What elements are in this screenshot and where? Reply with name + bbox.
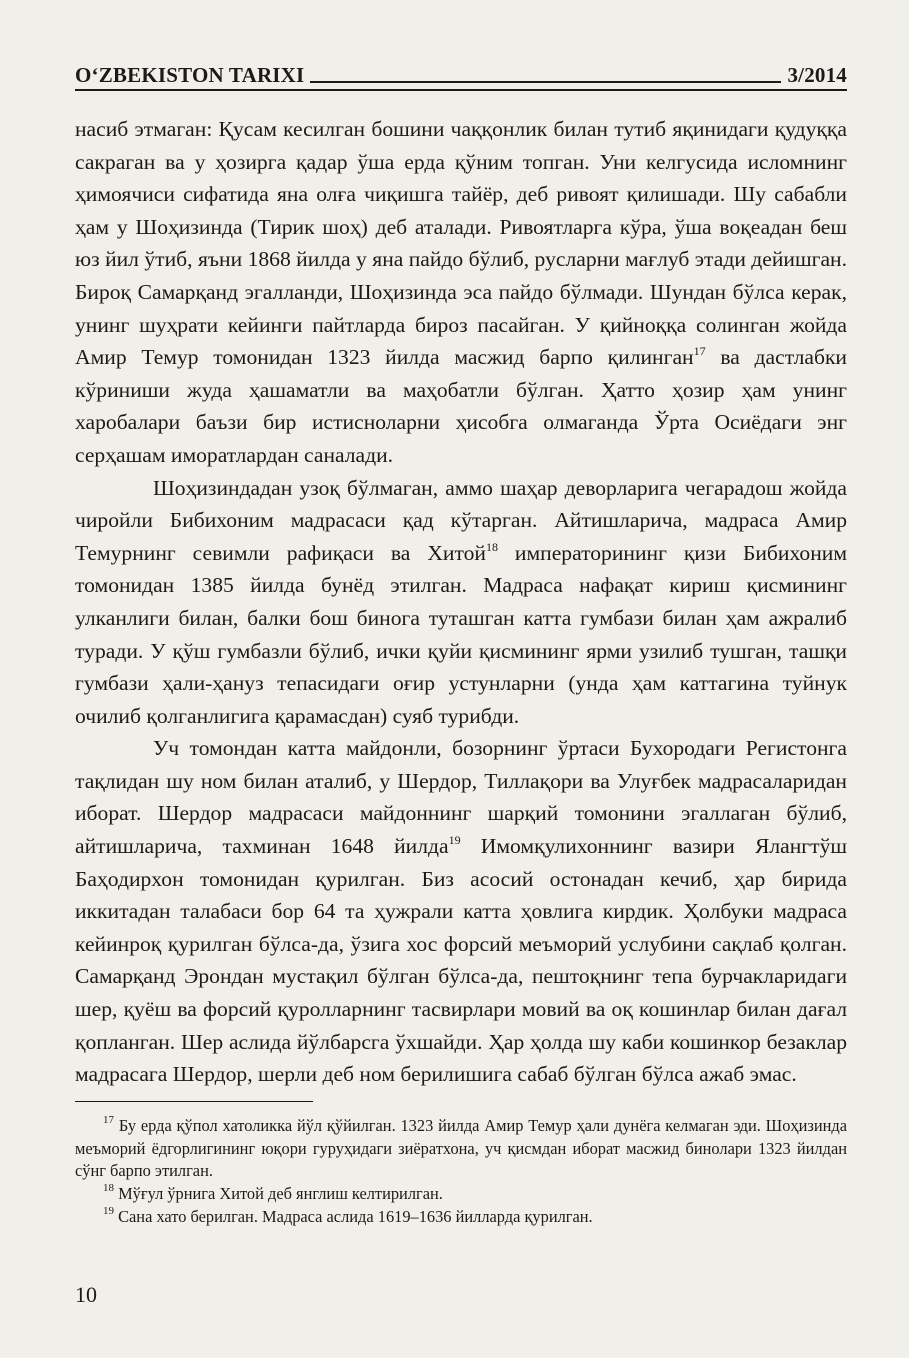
- paragraph-text: императорининг қизи Бибихоним томонидан 1385 йилда бунёд этилган. Мадраса нафақат кириш қисмининг улканлиги билан, балки бош бинога туташган катта гумбази билан ҳам ажралиб туради. У қўш гумбазли бўлиб, ички қуйи қисмининг ярми узилиб тушган, ташқи гумбази ҳали-ҳануз тепасидаги оғир устунларни (унда ҳам каттагина туйнук очилиб қолганлигига қарамасдан) суяб турибди.: [75, 540, 847, 728]
- body-paragraph: [75, 472, 847, 733]
- footnote-text: Мўғул ўрнига Хитой деб янглиш келтирилган.: [114, 1183, 443, 1203]
- footnote-number: 17: [103, 1114, 114, 1127]
- journal-title: O‘ZBEKISTON TARIXI: [75, 63, 305, 87]
- footnote: [75, 1115, 847, 1183]
- page-number: 10: [75, 1282, 97, 1307]
- paragraph-text: насиб этмаган: Қусам кесилган бошини чаққонлик билан тутиб яқинидаги қудуққа сакраган ва у ҳозирга қадар ўша ерда қўним топган. Уни келгусида исломнинг ҳимоячиси сифатида яна олға чиқишга тайёр, деб ривоят қилишади. Шу сабабли ҳам у Шоҳизинда (Тирик шоҳ) деб аталади. Ривоятларга кўра, ўша воқеадан беш юз йил ўтиб, яъни 1868 йилда у яна пайдо бўлиб, русларни мағлуб этади дейишган. Бироқ Самарқанд эгалланди, Шоҳизинда эса пайдо бўлмади. Шундан бўлса керак, унинг шуҳрати кейинги пайтларда бироз пасайган. У қийноққа солинган жойда Амир Темур томонидан 1323 йилда масжид барпо қилинган: [75, 117, 847, 370]
- journal-page: [75, 58, 847, 1228]
- footnote-ref: 17: [693, 343, 706, 358]
- footnote-ref: 18: [485, 539, 498, 554]
- footnote-text: Бу ерда қўпол хатоликка йўл қўйилган. 1323 йилда Амир Темур ҳали дунёга келмаган эди. Шоҳизинда меъморий ёдгорлигининг юқори гуруҳидаги зиёратхона, уч қисмдан иборат масжид бинолари 1323 йилдан сўнг барпо этилган.: [75, 1115, 847, 1181]
- paragraph-text: Шоҳизиндадан узоқ бўлмаган, аммо шаҳар деворларига чегарадош жойда чиройли Бибихоним мадрасаси қад кўтарган. Айтишларича, мадраса Амир Темурнинг севимли рафиқаси ва Хитой: [75, 475, 847, 565]
- article-body: [75, 113, 847, 1091]
- footnote-text: Сана хато берилган. Мадраса аслида 1619–1636 йилларда қурилган.: [114, 1206, 593, 1226]
- header-rule: [310, 81, 781, 83]
- footnotes: [75, 1115, 847, 1229]
- footnote-ref: 19: [448, 832, 461, 847]
- footnote-number: 18: [103, 1182, 114, 1195]
- footnote: [75, 1183, 847, 1206]
- footnote-separator: [75, 1101, 313, 1102]
- header-underline: [75, 89, 847, 91]
- issue-number: 3/2014: [787, 63, 847, 87]
- paragraph-text: Уч томондан катта майдонли, бозорнинг ўртаси Бухородаги Регистонга тақлидан шу ном билан аталиб, у Шердор, Тиллақори ва Улуғбек мадрасаларидан иборат. Шердор мадрасаси майдоннинг шарқий томонини эгаллаган бўлиб, айтишларича, тахминан 1648 йилда: [75, 736, 847, 859]
- paragraph-text: Имомқулихоннинг вазири Ялангтўш Баҳодирхон томонидан қурилган. Биз асосий остонадан кечиб, ҳар бирида иккитадан талабаси бор 64 та ҳужрали катта ҳовлига кирдик. Ҳолбуки мадраса кейинроқ қурилган бўлса-да, ўзига хос форсий меъморий услубини сақлаб қолган. Самарқанд Эрондан мустақил бўлган бўлса-да, пештоқнинг тепа бурчакларидаги шер, қуёш ва форсий қуролларнинг тасвирлари мовий ва оқ кошинлар билан дағал қопланган. Шер аслида йўлбарсга ўхшайди. Ҳар ҳолда шу каби кошинкор безаклар мадрасага Шердор, шерли деб ном берилишига сабаб бўлган бўлса ажаб эмас.: [75, 834, 847, 1087]
- footnote-number: 19: [103, 1205, 114, 1218]
- footnote: [75, 1206, 847, 1229]
- paragraph-text: ва дастлабки кўриниши жуда ҳашаматли ва маҳобатли бўлган. Ҳатто ҳозир ҳам унинг харобалари баъзи бир истисноларни ҳисобга олмаганда Ўрта Осиёдаги энг серҳашам иморатлардан саналади.: [75, 345, 847, 467]
- body-paragraph: [75, 732, 847, 1091]
- body-paragraph: [75, 113, 847, 472]
- running-header: [75, 58, 847, 88]
